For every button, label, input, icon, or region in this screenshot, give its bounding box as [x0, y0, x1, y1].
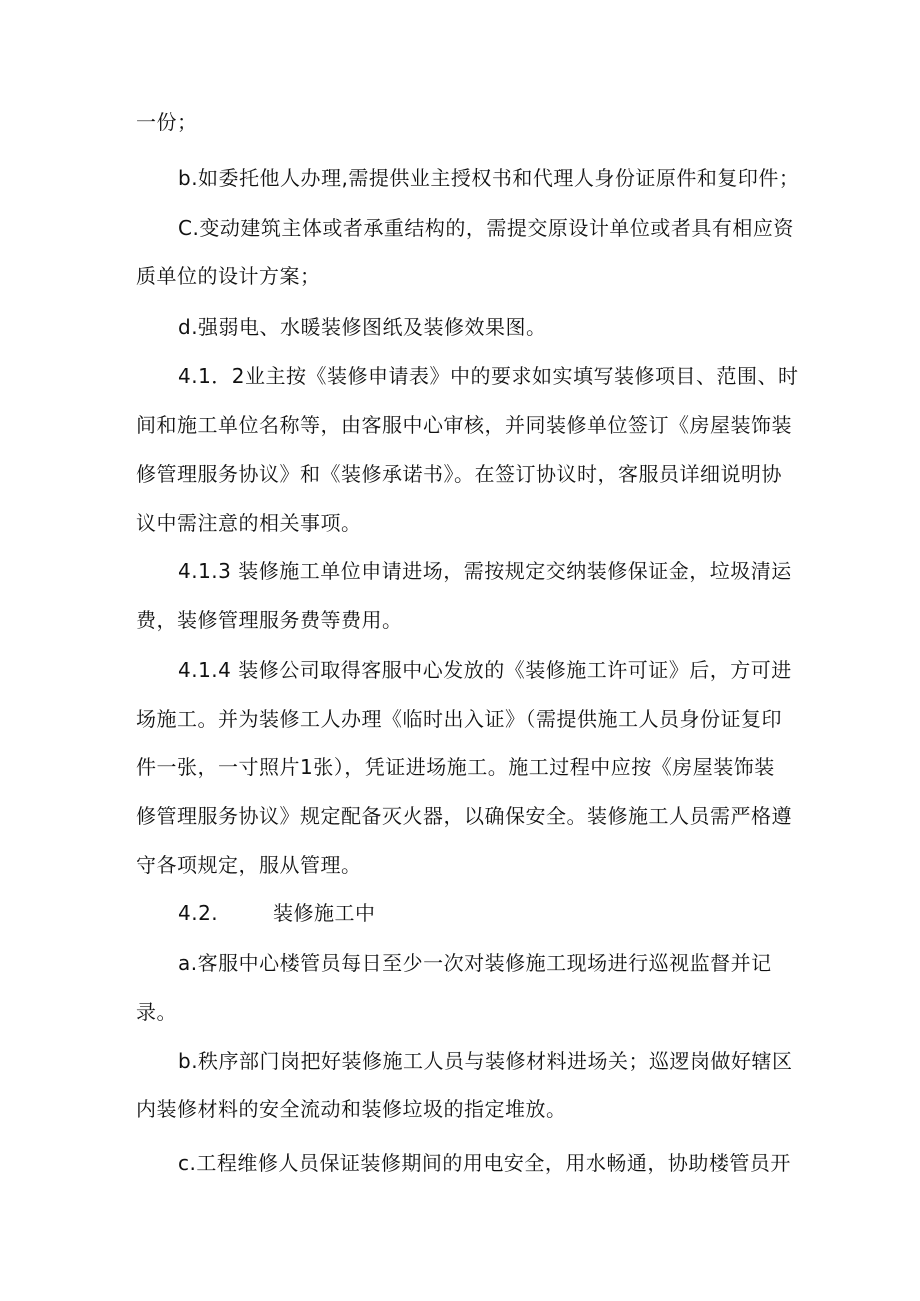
- text-line: 费，装修管理服务费等费用。: [136, 608, 403, 632]
- text-line: 4.1.3 装修施工单位申请进场，需按规定交纳装修保证金，垃圾清运: [178, 559, 792, 583]
- text-line: 录。: [136, 1000, 177, 1024]
- text-line: 守各项规定，服从管理。: [136, 853, 362, 877]
- text-line: d.强弱电、水暖装修图纸及装修效果图。: [178, 315, 547, 339]
- text-line: b.如委托他人办理,需提供业主授权书和代理人身份证原件和复印件；: [178, 166, 800, 190]
- text-line: 4.1.4 装修公司取得客服中心发放的《装修施工许可证》后，方可进: [178, 658, 792, 682]
- text-line: 场施工。并为装修工人办理《临时出入证》（需提供施工人员身份证复印: [136, 707, 782, 731]
- text-line: 修管理服务协议》规定配备灭火器，以确保安全。装修施工人员需严格遵: [136, 804, 792, 828]
- text-line: 间和施工单位名称等，由客服中心审核，并同装修单位签订《房屋装饰装: [136, 413, 792, 437]
- text-line: C.变动建筑主体或者承重结构的，需提交原设计单位或者具有相应资: [178, 216, 794, 240]
- text-line: 议中需注意的相关事项。: [136, 511, 362, 535]
- text-line: c.工程维修人员保证装修期间的用电安全，用水畅通，协助楼管员开: [178, 1151, 791, 1175]
- text-line: 4.1．2业主按《装修申请表》中的要求如实填写装修项目、范围、时: [178, 364, 799, 388]
- text-line: 一份；: [136, 110, 198, 134]
- text-line: 内装修材料的安全流动和装修垃圾的指定堆放。: [136, 1097, 567, 1121]
- text-line: 修管理服务协议》和《装修承诺书》。在签订协议时，客服员详细说明协: [136, 462, 782, 486]
- text-line: 件一张，一寸照片1张），凭证进场施工。施工过程中应按《房屋装饰装: [136, 755, 775, 779]
- text-line: 质单位的设计方案；: [136, 264, 321, 288]
- section-heading: 4.2. 装修施工中: [178, 901, 376, 925]
- text-line: a.客服中心楼管员每日至少一次对装修施工现场进行巡视监督并记: [178, 951, 772, 975]
- text-line: b.秩序部门岗把好装修施工人员与装修材料进场关；巡逻岗做好辖区: [178, 1049, 793, 1073]
